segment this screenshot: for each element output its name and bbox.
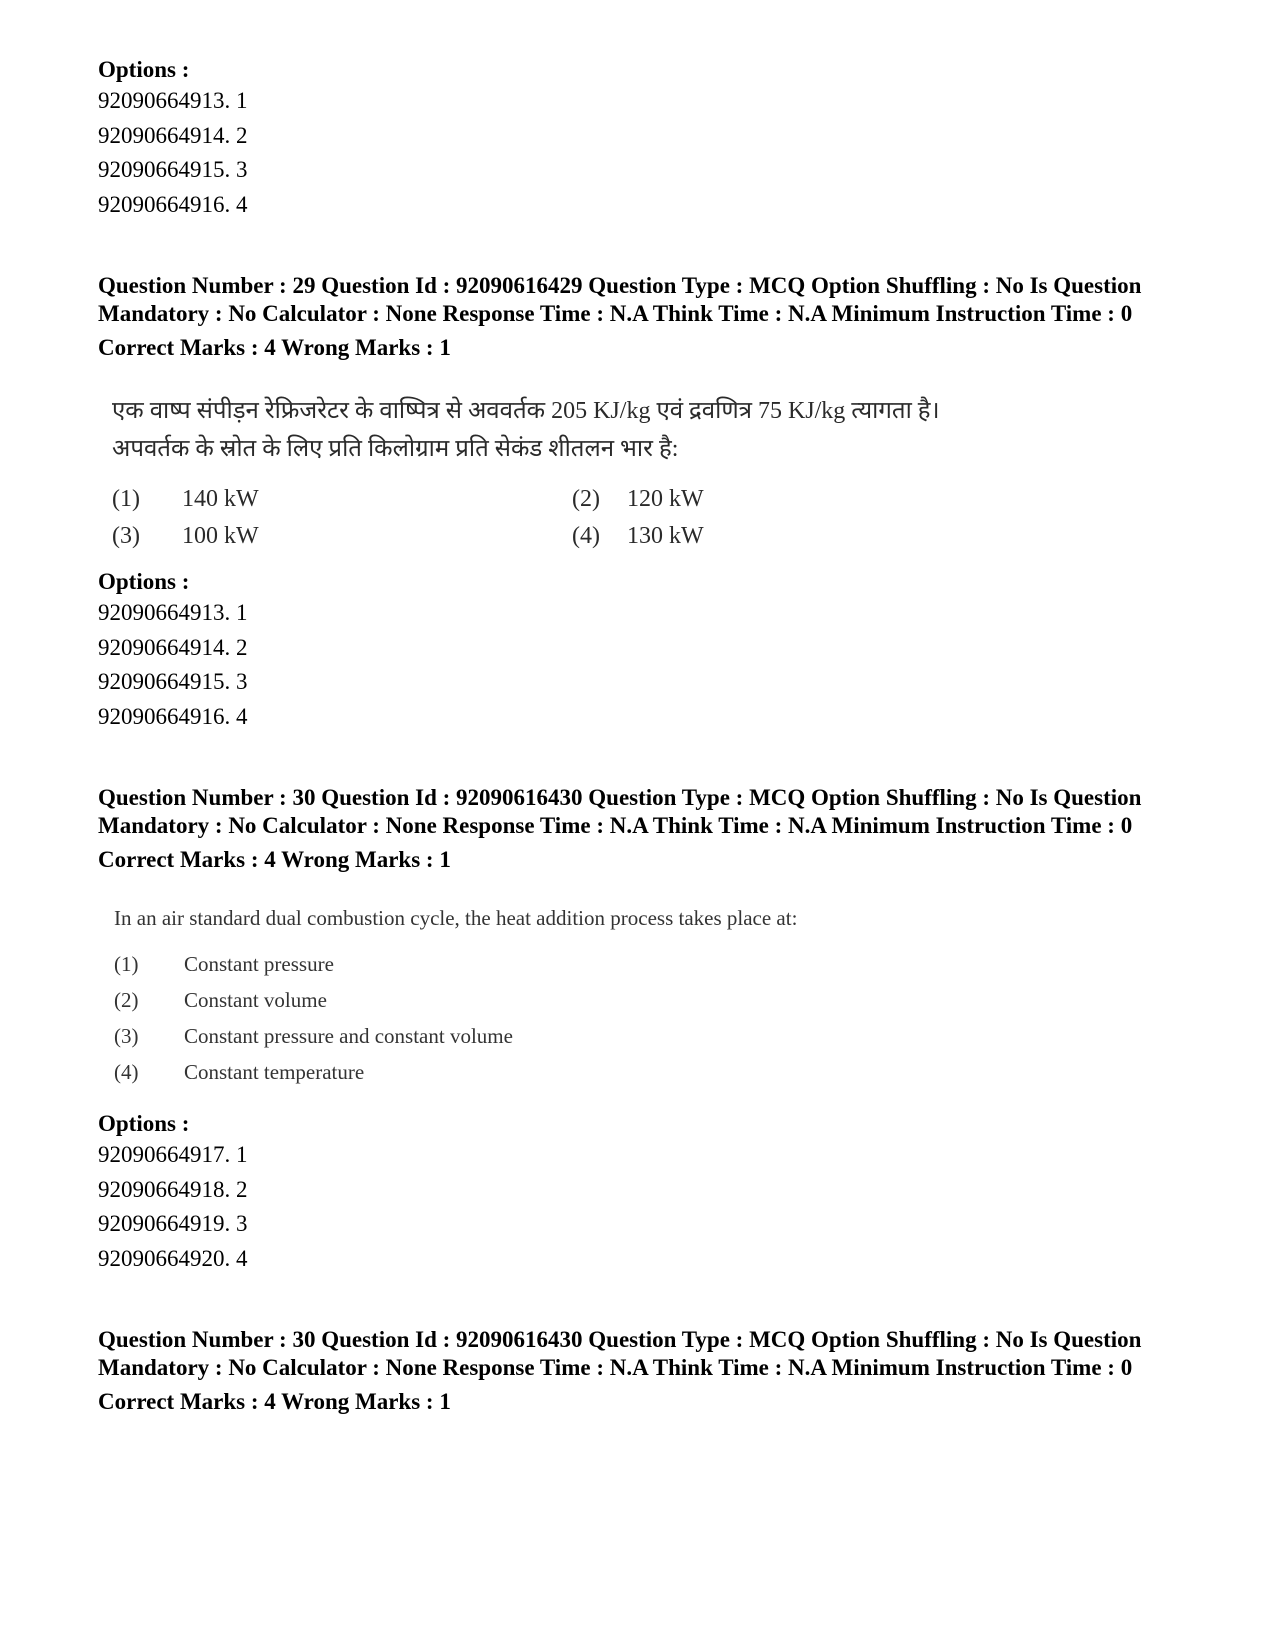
question-header: Question Number : 30 Question Id : 92090616430 Question Type : MCQ Option Shuffling : No Is Question Mandatory : No Calculator : None Response Time : N.A Think Time : N.A Minimum Instruction Time : 0 [98, 785, 1142, 838]
choice-text: 100 kW [182, 523, 259, 549]
question-stem: In an air standard dual combustion cycle, the heat addition process takes place at: [114, 906, 798, 930]
marks-line: Correct Marks : 4 Wrong Marks : 1 [98, 1389, 451, 1414]
choice-item [114, 1018, 1188, 1054]
choice-number: (3) [112, 523, 140, 549]
choice-text: Constant volume [184, 988, 327, 1012]
option-line: 92090664917. 1 [98, 1142, 248, 1167]
marks-line: Correct Marks : 4 Wrong Marks : 1 [98, 847, 451, 872]
choice-text: 120 kW [627, 486, 704, 512]
options-label: Options : [98, 569, 190, 594]
choice-text: 140 kW [182, 486, 259, 512]
question-stem-line: एक वाष्प संपीड़न रेफ्रिजरेटर के वाष्पित्र से अववर्तक 205 KJ/kg एवं द्रवणित्र 75 KJ/kg त्यागता है। [112, 398, 940, 424]
choice-number: (2) [114, 988, 139, 1012]
choice-grid [112, 486, 1188, 550]
options-label: Options : [98, 1111, 190, 1136]
choice-number: (4) [572, 523, 600, 549]
choice-number: (4) [114, 1060, 139, 1084]
choice-number: (3) [114, 1024, 139, 1048]
choice-number: (2) [572, 486, 600, 512]
choice-item [114, 946, 1188, 982]
choice-text: Constant pressure [184, 952, 334, 976]
choice-text: Constant pressure and constant volume [184, 1024, 513, 1048]
option-line: 92090664916. 4 [98, 191, 248, 217]
question-header: Question Number : 29 Question Id : 92090616429 Question Type : MCQ Option Shuffling : No Is Question Mandatory : No Calculator : None Response Time : N.A Think Time : N.A Minimum Instruction Time : 0 [98, 273, 1142, 326]
choice-item [114, 1054, 1188, 1090]
option-line: 92090664914. 2 [98, 634, 248, 660]
question-image [98, 904, 1188, 1090]
option-line: 92090664914. 2 [98, 122, 248, 148]
choice-item [572, 486, 872, 513]
choice-item [114, 982, 1188, 1018]
option-line: 92090664913. 1 [98, 600, 248, 625]
choice-text: Constant temperature [184, 1060, 365, 1084]
options-block [98, 56, 1188, 222]
question-header: Question Number : 30 Question Id : 92090616430 Question Type : MCQ Option Shuffling : No Is Question Mandatory : No Calculator : None Response Time : N.A Think Time : N.A Minimum Instruction Time : 0 [98, 1327, 1142, 1380]
option-line: 92090664913. 1 [98, 88, 248, 113]
option-line: 92090664918. 2 [98, 1176, 248, 1202]
choice-item [112, 523, 572, 550]
choice-item [112, 486, 572, 513]
option-line: 92090664915. 3 [98, 157, 248, 182]
options-block [98, 568, 1188, 734]
document-page [98, 56, 1188, 1416]
option-line: 92090664916. 4 [98, 703, 248, 729]
choice-list [114, 946, 1188, 1090]
marks-line: Correct Marks : 4 Wrong Marks : 1 [98, 335, 451, 360]
options-block [98, 1110, 1188, 1276]
options-label: Options : [98, 57, 190, 82]
option-line: 92090664919. 3 [98, 1211, 248, 1236]
option-line: 92090664915. 3 [98, 669, 248, 694]
choice-item [572, 523, 872, 550]
option-line: 92090664920. 4 [98, 1245, 248, 1271]
choice-number: (1) [114, 952, 139, 976]
question-stem-line: अपवर्तक के स्रोत के लिए प्रति किलोग्राम प्रति सेकंड शीतलन भार है: [112, 436, 679, 462]
choice-text: 130 kW [627, 523, 704, 549]
question-image [98, 392, 1188, 550]
choice-number: (1) [112, 486, 140, 512]
